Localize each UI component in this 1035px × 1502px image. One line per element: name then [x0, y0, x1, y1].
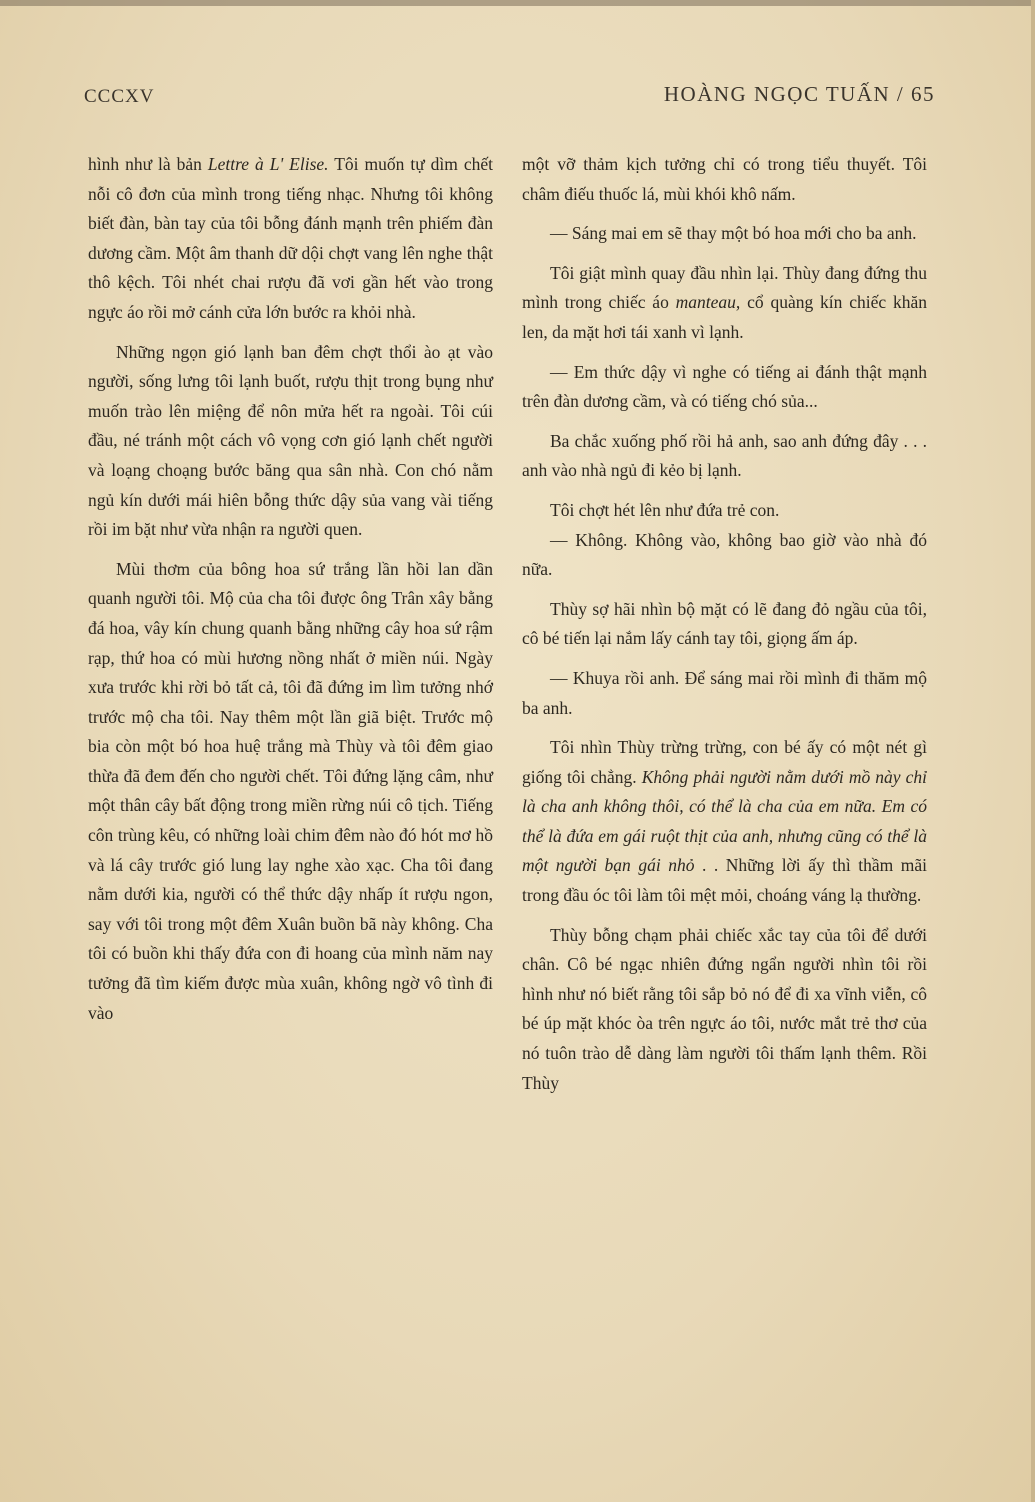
left-text-column [88, 150, 493, 1028]
paragraph [522, 526, 927, 585]
paragraph-text: Ba chắc xuống phố rồi hả anh, sao anh đứng đây . . . anh vào nhà ngủ đi kẻo bị lạnh. [522, 430, 927, 481]
paragraph-text: cổ quàng kín chiếc khăn len, da mặt hơi tái xanh vì lạnh. [522, 292, 927, 342]
paragraph-text: Tôi chợt hét lên như đứa trẻ con. [550, 499, 780, 520]
paragraph-text: — Không. Không vào, không bao giờ vào nhà đó nữa. [522, 529, 927, 580]
paragraph [522, 219, 927, 249]
paragraph-text: Những ngọn gió lạnh ban đêm chợt thổi ào ạt vào người, sống lưng tôi lạnh buốt, rượu thịt trong bụng như muốn trào lên miệng để nôn mửa hết ra ngoài. Tôi cúi đầu, né tránh một cách vô vọng cơn gió lạnh chết người và loạng choạng bước băng qua sân nhà. Con chó nằm ngủ kín dưới mái hiên bỗng thức dậy sủa vang vài tiếng rồi im bặt như vừa nhận ra người quen. [88, 341, 493, 540]
paragraph [522, 150, 927, 209]
paragraph [522, 259, 927, 348]
paragraph-text: — Sáng mai em sẽ thay một bó hoa mới cho ba anh. [550, 223, 917, 244]
italic-text: Không phải người nằm dưới mồ này chỉ là cha anh không thôi, có thể là cha của em nữa. Em có thể là đứa em gái ruột thịt của anh, nhưng cũng có thể là một người bạn gái nhỏ [522, 766, 928, 876]
italic-text: Lettre à L' Elise. [207, 154, 329, 174]
paragraph-text: Thùy sợ hãi nhìn bộ mặt có lẽ đang đỏ ngầu của tôi, cô bé tiến lại nắm lấy cánh tay tôi, giọng ấm áp. [522, 598, 927, 649]
paragraph-text: Tôi nhìn Thùy trừng trừng, con bé ấy có một nét gì giống tôi chẳng. [522, 737, 927, 787]
paragraph [88, 150, 493, 328]
paragraph-text: — Khuya rồi anh. Để sáng mai rồi mình đi thăm mộ ba anh. [522, 667, 927, 718]
chapter-number: CCCXV [84, 86, 155, 107]
paragraph-text: Tôi giật mình quay đầu nhìn lại. Thùy đang đứng thu mình trong chiếc áo [522, 262, 927, 313]
paragraph-text: Mùi thơm của bông hoa sứ trắng lần hồi lan dần quanh người tôi. Mộ của cha tôi được ông Trân xây bằng đá hoa, vây kín chung quanh bằng những cây hoa sứ rậm rạp, thứ hoa có mùi hương nồng nhất ở miền núi. Ngày xưa trước khi rời bỏ tất cả, tôi đã đứng im lìm tưởng nhớ trước mộ cha tôi. Nay thêm một lần giã biệt. Trước mộ bia còn một bó hoa huệ trắng mà Thùy và tôi đêm giao thừa đã đem đến cho người chết. Tôi đứng lặng câm, như một thân cây bất động trong miền rừng núi cô tịch. Tiếng côn trùng kêu, có những loài chim đêm nào đó hót mơ hồ và lá cây trước gió lung lay nghe xào xạc. Cha tôi đang nằm dưới kia, người có thể thức dậy nhấp ít rượu ngon, say với tôi trong một đêm Xuân buồn bã này không. Cha tôi có buồn khi thấy đứa con đi hoang của mình năm nay tưởng đã tìm kiếm được mùa xuân, không ngờ vô tình đi vào [88, 558, 493, 1023]
paragraph-text: Tôi muốn tự dìm chết nỗi cô đơn của mình trong tiếng nhạc. Nhưng tôi không biết đàn, bàn tay của tôi bỗng đánh mạnh trên phiếm đàn dương cầm. Một âm thanh dữ dội chợt vang lên nghe thật thô kệch. Tôi nhét chai rượu đã vơi gần hết vào trong ngực áo rồi mở cánh cửa lớn bước ra khỏi nhà. [88, 154, 493, 322]
paragraph [522, 595, 927, 654]
running-header [84, 80, 935, 116]
paragraph-text: một vỡ thảm kịch tưởng chỉ có trong tiểu thuyết. Tôi châm điếu thuốc lá, mùi khói khô nấm. [522, 154, 927, 204]
right-text-column [522, 150, 927, 1098]
paragraph [88, 338, 493, 545]
paragraph [88, 555, 493, 1029]
paragraph [522, 664, 927, 723]
paragraph [522, 921, 927, 1099]
paragraph-text: Thùy bỗng chạm phải chiếc xắc tay của tôi để dưới chân. Cô bé ngạc nhiên đứng ngẩn người nhìn tôi rồi hình như nó biết rằng tôi sắp bỏ nó để đi xa vĩnh viễn, cô bé úp mặt khóc òa trên ngực áo tôi, nước mắt trẻ thơ của nó tuôn trào dễ dàng làm người tôi thấm lạnh thêm. Rồi Thùy [522, 924, 927, 1093]
paragraph [522, 496, 927, 526]
paragraph-text: hình như là bản [88, 154, 208, 174]
author-and-page-number: HOÀNG NGỌC TUẤN / 65 [663, 82, 935, 106]
paragraph-text: — Em thức dậy vì nghe có tiếng ai đánh thật mạnh trên đàn dương cầm, và có tiếng chó sủa... [522, 361, 927, 412]
paragraph-text: . . Những lời ấy thì thầm mãi trong đầu óc tôi làm tôi mệt mỏi, choáng váng lạ thường. [522, 855, 928, 906]
paragraph [522, 427, 927, 486]
paragraph [522, 733, 927, 911]
paragraph [522, 358, 927, 417]
italic-text: manteau, [675, 292, 741, 313]
